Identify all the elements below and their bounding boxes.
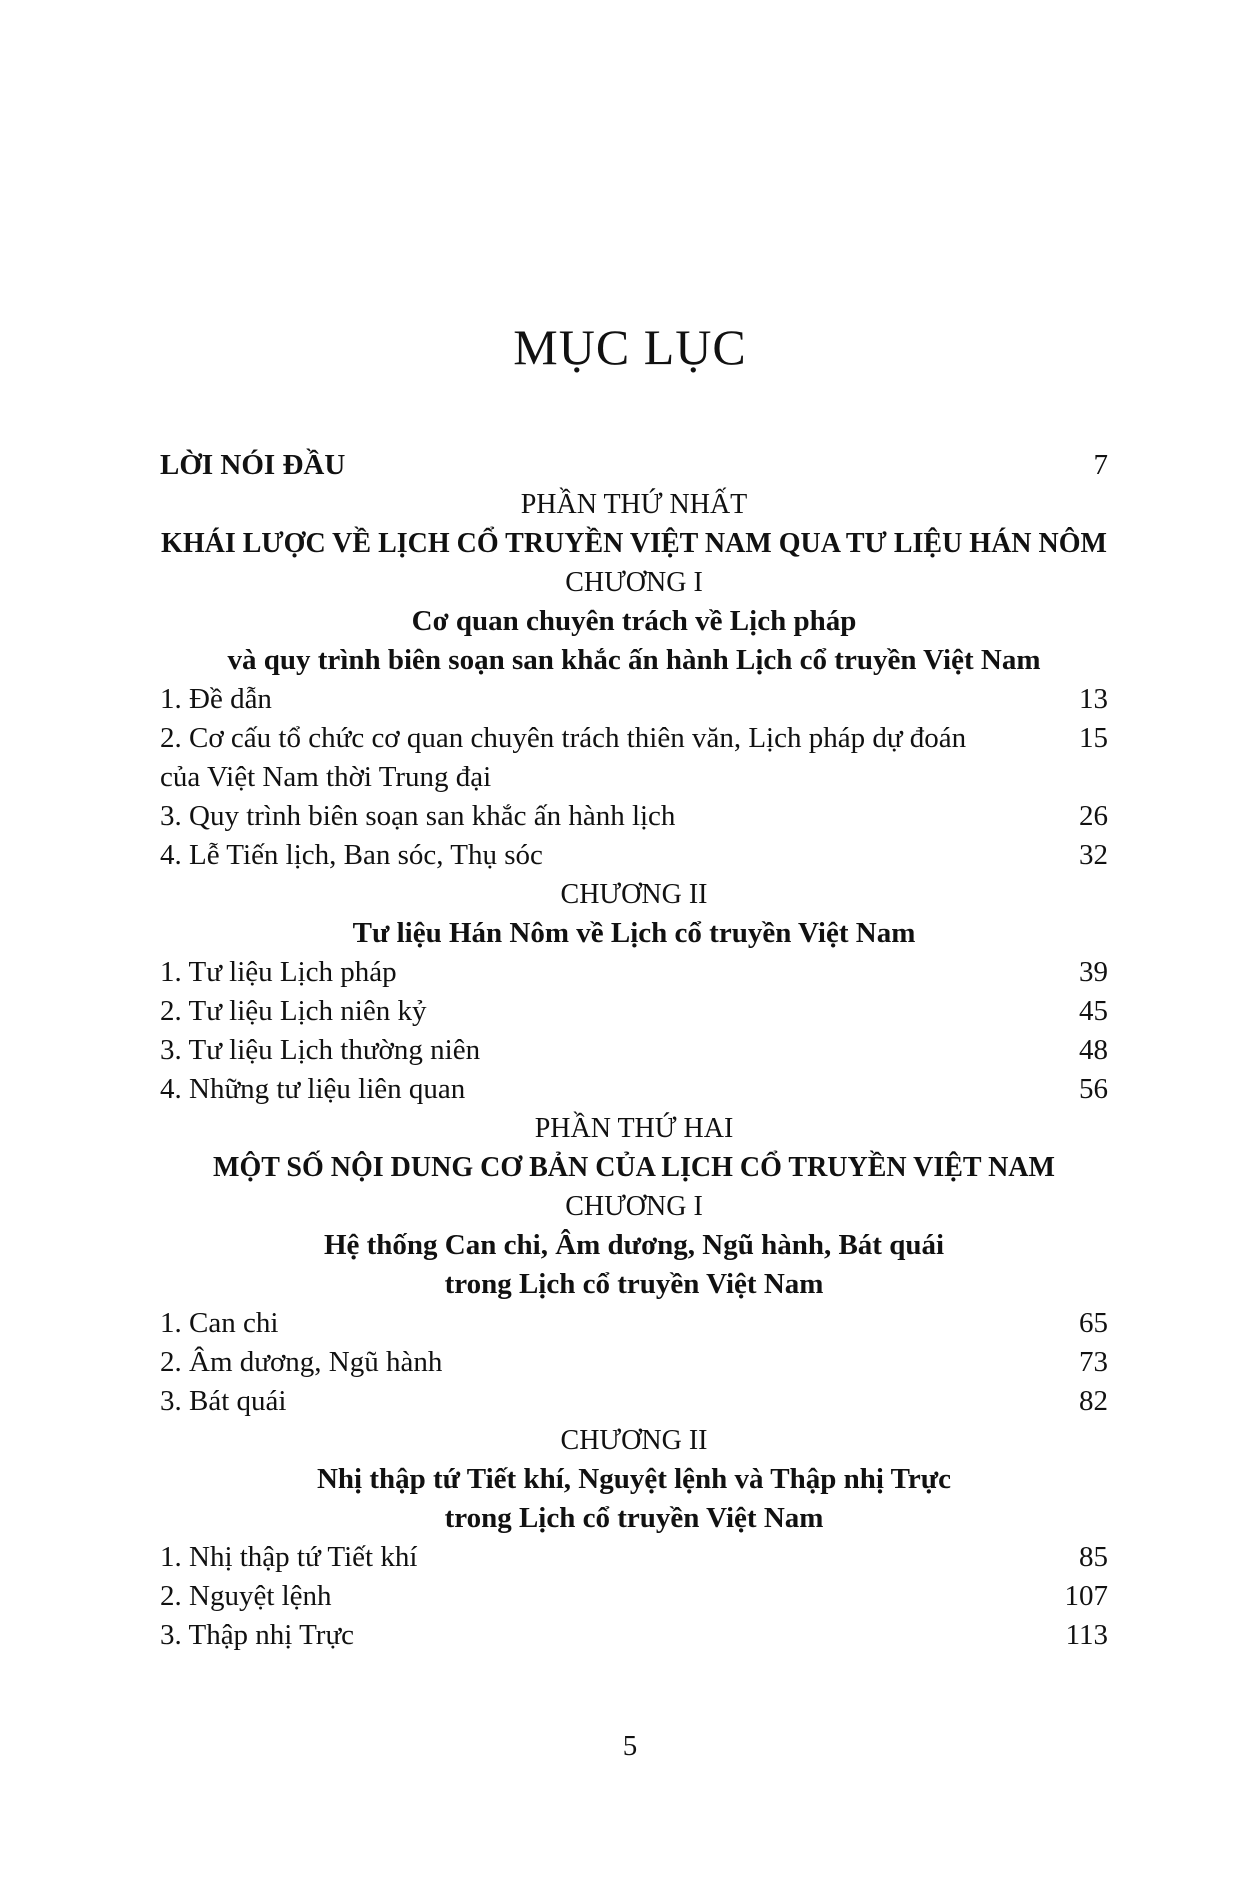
toc-entry-page: 65 (1079, 1307, 1108, 1339)
toc-entry-label: LỜI NÓI ĐẦU (160, 449, 346, 481)
table-of-contents (160, 446, 1108, 1655)
part-1-chapter-1-title-line-1: Cơ quan chuyên trách về Lịch pháp (411, 605, 857, 637)
toc-entry-label: 1. Nhị thập tứ Tiết khí (160, 1541, 418, 1573)
toc-entry-page: 26 (1079, 800, 1108, 832)
toc-entry-page: 113 (1065, 1619, 1108, 1651)
toc-entry[interactable] (160, 1577, 1108, 1616)
part-1-title: KHÁI LƯỢC VỀ LỊCH CỔ TRUYỀN VIỆT NAM QUA TƯ LIỆU HÁN NÔM (161, 528, 1107, 559)
toc-entry[interactable] (160, 1070, 1108, 1109)
toc-entry-label: 2. Cơ cấu tổ chức cơ quan chuyên trách thiên văn, Lịch pháp dự đoán của Việt Nam thời Trung đại (160, 722, 967, 793)
toc-entry[interactable] (160, 1304, 1108, 1343)
toc-entry-label: 1. Đề dẫn (160, 683, 272, 715)
toc-entry-label: 1. Tư liệu Lịch pháp (160, 956, 397, 988)
toc-entry[interactable] (160, 1538, 1108, 1577)
toc-entry-label: 4. Những tư liệu liên quan (160, 1073, 466, 1105)
part-2-chapter-2-title-line-2: trong Lịch cổ truyền Việt Nam (444, 1502, 824, 1534)
toc-entry-page: 56 (1079, 1073, 1108, 1105)
toc-entry[interactable] (160, 953, 1108, 992)
toc-entry-page: 73 (1079, 1346, 1108, 1378)
part-2-chapter-2-title-line-1: Nhị thập tứ Tiết khí, Nguyệt lệnh và Thập nhị Trực (316, 1463, 952, 1495)
toc-entry[interactable] (160, 1343, 1108, 1382)
part-1-chapter-2-label: CHƯƠNG II (560, 879, 708, 910)
toc-entry[interactable] (160, 992, 1108, 1031)
part-2-chapter-1-label: CHƯƠNG I (565, 1191, 703, 1222)
toc-entry[interactable] (160, 719, 1108, 797)
part-1-chapter-2-title: Tư liệu Hán Nôm về Lịch cổ truyền Việt Nam (352, 917, 916, 949)
toc-entry-label: 3. Quy trình biên soạn san khắc ấn hành lịch (160, 800, 676, 832)
toc-entry-page: 32 (1079, 839, 1108, 871)
toc-entry-label: 2. Nguyệt lệnh (160, 1580, 332, 1612)
toc-entry-page: 7 (1093, 449, 1108, 481)
toc-entry-label: 2. Tư liệu Lịch niên kỷ (160, 995, 427, 1027)
toc-entry-intro[interactable] (160, 446, 1108, 485)
toc-entry-page: 107 (1064, 1580, 1108, 1612)
toc-entry-label: 3. Bát quái (160, 1385, 287, 1417)
page-number: 5 (622, 1730, 638, 1762)
toc-entry-page: 45 (1079, 995, 1108, 1027)
toc-entry[interactable] (160, 836, 1108, 875)
toc-entry-label: 3. Tư liệu Lịch thường niên (160, 1034, 481, 1066)
part-1-label: PHẦN THỨ NHẤT (520, 489, 748, 520)
toc-entry-page: 39 (1079, 956, 1108, 988)
part-1-chapter-1-title-line-2: và quy trình biên soạn san khắc ấn hành Lịch cổ truyền Việt Nam (227, 644, 1041, 676)
page-title: MỤC LỤC (513, 319, 747, 375)
part-2-chapter-1-title-line-2: trong Lịch cổ truyền Việt Nam (444, 1268, 824, 1300)
toc-entry[interactable] (160, 1616, 1108, 1655)
toc-entry[interactable] (160, 1382, 1108, 1421)
toc-entry[interactable] (160, 797, 1108, 836)
part-1-chapter-1-label: CHƯƠNG I (565, 567, 703, 598)
toc-entry-label: 2. Âm dương, Ngũ hành (160, 1346, 443, 1378)
toc-entry[interactable] (160, 1031, 1108, 1070)
toc-entry-page: 15 (1079, 722, 1108, 754)
part-2-chapter-2-label: CHƯƠNG II (560, 1425, 708, 1456)
toc-entry-label: 3. Thập nhị Trực (160, 1619, 355, 1651)
toc-entry-label: 1. Can chi (160, 1307, 279, 1339)
toc-entry-page: 82 (1079, 1385, 1108, 1417)
toc-entry-page: 13 (1079, 683, 1108, 715)
part-2-chapter-1-title-line-1: Hệ thống Can chi, Âm dương, Ngũ hành, Bát quái (323, 1229, 945, 1261)
toc-entry-page: 48 (1079, 1034, 1108, 1066)
toc-entry-label: 4. Lễ Tiến lịch, Ban sóc, Thụ sóc (160, 839, 543, 871)
part-2-label: PHẦN THỨ HAI (534, 1113, 734, 1144)
part-2-title: MỘT SỐ NỘI DUNG CƠ BẢN CỦA LỊCH CỔ TRUYỀN VIỆT NAM (213, 1152, 1055, 1183)
toc-entry[interactable] (160, 680, 1108, 719)
toc-entry-page: 85 (1079, 1541, 1108, 1573)
